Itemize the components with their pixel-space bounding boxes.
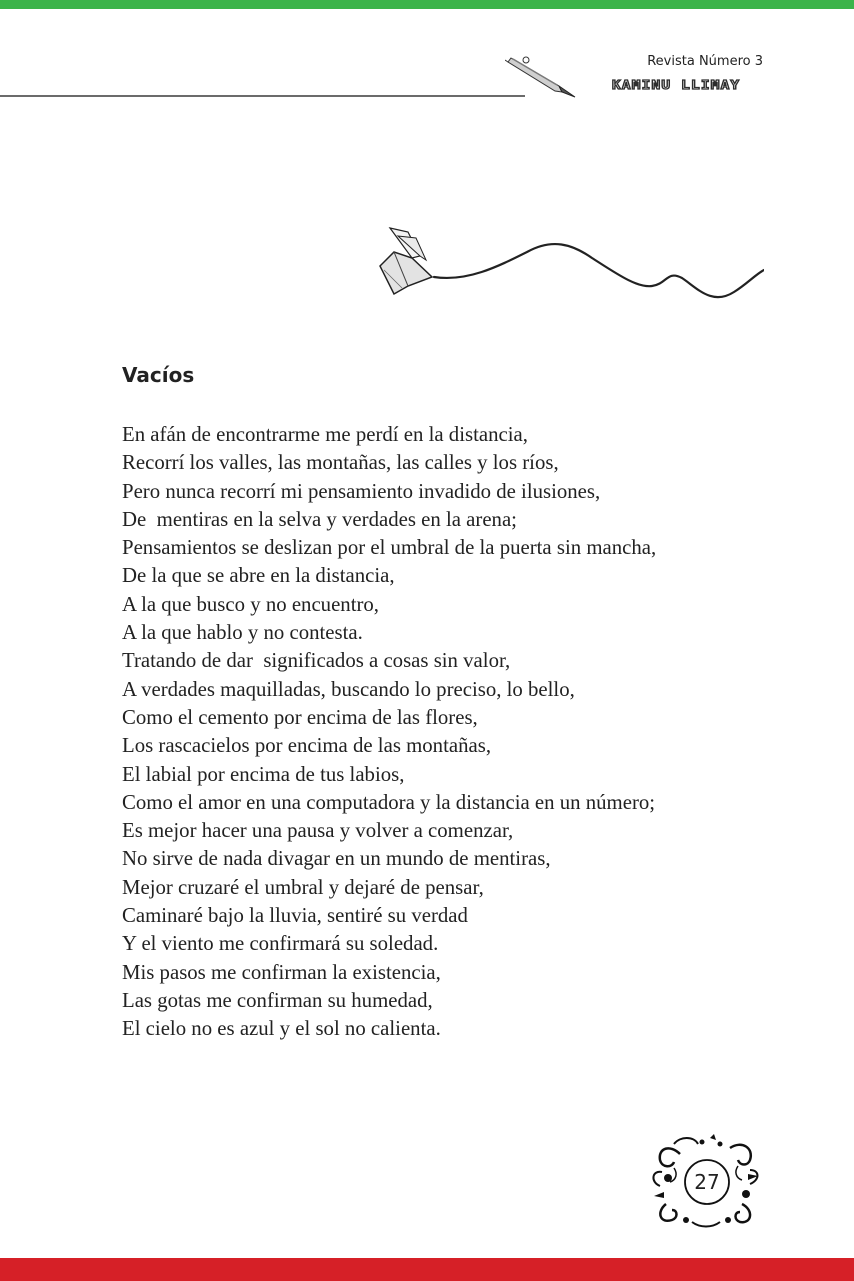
fountain-pen-icon: [505, 52, 580, 100]
swirl-line: [434, 244, 764, 297]
poem-line: No sirve de nada divagar en un mundo de mentiras,: [122, 847, 551, 871]
issue-label: Revista Número 3: [647, 54, 763, 69]
top-green-bar: [0, 0, 854, 9]
poem-line: El labial por encima de tus labios,: [122, 762, 405, 786]
header-rule: [0, 95, 525, 97]
poem-line: Las gotas me confirman su humedad,: [122, 988, 433, 1012]
open-book-icon: [380, 228, 432, 294]
poem-body: [122, 421, 656, 1044]
magazine-masthead: KAMINU LLIMAY: [612, 78, 741, 92]
poem-line: Pero nunca recorrí mi pensamiento invadido de ilusiones,: [122, 479, 601, 503]
poem-line: Es mejor hacer una pausa y volver a comenzar,: [122, 819, 514, 843]
poem-line: Tratando de dar significados a cosas sin valor,: [122, 649, 511, 673]
page-number: 27: [694, 1170, 720, 1194]
poem-line: Como el amor en una computadora y la distancia en un número;: [122, 790, 656, 814]
poem-line: Como el cemento por encima de las flores,: [122, 705, 478, 729]
poem-line: En afán de encontrarme me perdí en la distancia,: [122, 423, 528, 446]
poem-line: Mejor cruzaré el umbral y dejaré de pensar,: [122, 875, 484, 899]
poem-line: Mis pasos me confirman la existencia,: [122, 960, 441, 984]
bottom-red-bar: [0, 1258, 854, 1281]
poem-line: El cielo no es azul y el sol no calienta.: [122, 1017, 441, 1041]
book-swirl-ornament: [372, 222, 764, 304]
poem-line: De mentiras en la selva y verdades en la arena;: [122, 507, 517, 531]
poem-line: A la que hablo y no contesta.: [122, 621, 363, 645]
poem-line: Y el viento me confirmará su soledad.: [122, 932, 439, 956]
poem-line: Caminaré bajo la lluvia, sentiré su verdad: [122, 904, 468, 928]
poem-line: A la que busco y no encuentro,: [122, 592, 380, 616]
poem-line: Recorrí los valles, las montañas, las calles y los ríos,: [122, 451, 559, 475]
poem-title: Vacíos: [122, 363, 195, 387]
poem-line: De la que se abre en la distancia,: [122, 564, 395, 588]
poem-line: Pensamientos se deslizan por el umbral de la puerta sin mancha,: [122, 536, 657, 560]
poem-line: A verdades maquilladas, buscando lo preciso, lo bello,: [122, 677, 575, 701]
poem-line: Los rascacielos por encima de las montañas,: [122, 734, 492, 758]
